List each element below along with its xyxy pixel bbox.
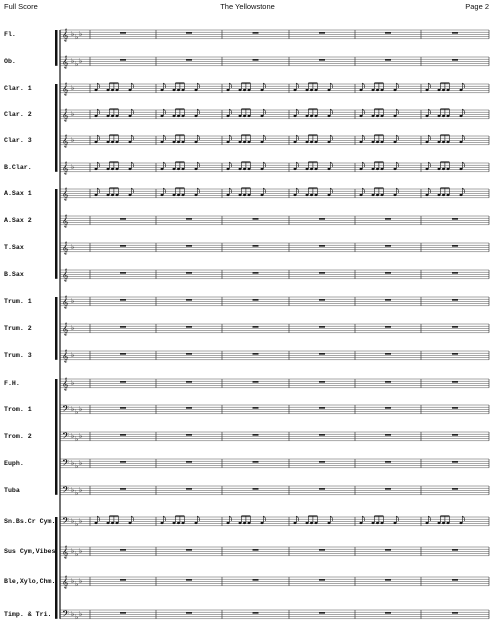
note-group xyxy=(95,162,134,170)
whole-rest-icon xyxy=(385,218,391,219)
flat-icon: ♭ xyxy=(75,580,79,588)
note-group xyxy=(227,188,266,196)
whole-rest-icon xyxy=(452,579,458,580)
treble-clef-icon: 𝄞 xyxy=(62,322,69,336)
whole-rest-icon xyxy=(253,272,259,273)
flat-icon: ♭ xyxy=(75,613,79,621)
whole-rest-icon xyxy=(385,353,391,354)
whole-rest-icon xyxy=(120,32,126,33)
note-group xyxy=(360,135,399,143)
staff xyxy=(60,56,489,69)
whole-rest-icon xyxy=(452,353,458,354)
whole-rest-icon xyxy=(319,218,325,219)
instrument-label: Trom. 1 xyxy=(4,406,32,413)
whole-rest-icon xyxy=(319,612,325,613)
flat-icon: ♭ xyxy=(79,30,83,38)
section-bracket xyxy=(55,84,58,172)
flat-icon: ♭ xyxy=(75,550,79,558)
flat-icon: ♭ xyxy=(75,435,79,443)
note-group xyxy=(227,162,266,170)
header-page-number: Page 2 xyxy=(465,2,489,11)
bass-clef-icon: 𝄢 xyxy=(62,457,70,471)
bass-clef-icon: 𝄢 xyxy=(62,515,70,529)
header-title: The Yellowstone xyxy=(220,2,275,11)
whole-rest-icon xyxy=(385,612,391,613)
whole-rest-icon xyxy=(385,59,391,60)
whole-rest-icon xyxy=(253,488,259,489)
staff xyxy=(60,215,489,228)
whole-rest-icon xyxy=(385,381,391,382)
instrument-label: Trom. 2 xyxy=(4,433,32,440)
note-group xyxy=(95,516,134,524)
instrument-label: Trum. 2 xyxy=(4,325,32,332)
treble-clef-icon: 𝄞 xyxy=(62,377,69,391)
instrument-label: Ble,Xylo,Chm. xyxy=(4,578,56,585)
flat-icon: ♭ xyxy=(71,351,75,359)
note-group xyxy=(294,135,333,143)
whole-rest-icon xyxy=(120,579,126,580)
note-group xyxy=(95,109,134,117)
whole-rest-icon xyxy=(186,612,192,613)
treble-clef-icon: 𝄞 xyxy=(62,28,69,42)
note-group xyxy=(360,516,399,524)
note-group xyxy=(95,135,134,143)
flat-icon: ♭ xyxy=(79,459,83,467)
whole-rest-icon xyxy=(452,272,458,273)
flat-icon: ♭ xyxy=(71,324,75,332)
flat-icon: ♭ xyxy=(75,408,79,416)
staff xyxy=(60,378,489,391)
treble-clef-icon: 𝄞 xyxy=(62,187,69,201)
flat-icon: ♭ xyxy=(71,547,75,555)
whole-rest-icon xyxy=(186,434,192,435)
bass-clef-icon: 𝄢 xyxy=(62,430,70,444)
note-group xyxy=(294,188,333,196)
whole-rest-icon xyxy=(452,549,458,550)
instrument-label: Clar. 2 xyxy=(4,111,32,118)
whole-rest-icon xyxy=(120,299,126,300)
whole-rest-icon xyxy=(385,326,391,327)
flat-icon: ♭ xyxy=(71,610,75,618)
staff xyxy=(60,609,489,622)
treble-clef-icon: 𝄞 xyxy=(62,55,69,69)
whole-rest-icon xyxy=(385,549,391,550)
whole-rest-icon xyxy=(186,353,192,354)
whole-rest-icon xyxy=(120,272,126,273)
whole-rest-icon xyxy=(319,381,325,382)
whole-rest-icon xyxy=(120,612,126,613)
instrument-label: B.Sax xyxy=(4,271,24,278)
flat-icon: ♭ xyxy=(71,297,75,305)
staff xyxy=(60,29,489,42)
flat-icon: ♭ xyxy=(71,30,75,38)
instrument-label: T.Sax xyxy=(4,244,24,251)
flat-icon: ♭ xyxy=(75,489,79,497)
whole-rest-icon xyxy=(253,353,259,354)
flat-icon: ♭ xyxy=(71,459,75,467)
note-group xyxy=(161,109,200,117)
staff xyxy=(60,485,489,498)
staff xyxy=(60,404,489,417)
note-group xyxy=(161,135,200,143)
flat-icon: ♭ xyxy=(71,432,75,440)
note-group xyxy=(161,516,200,524)
whole-rest-icon xyxy=(385,488,391,489)
whole-rest-icon xyxy=(186,245,192,246)
whole-rest-icon xyxy=(319,488,325,489)
whole-rest-icon xyxy=(385,407,391,408)
note-group xyxy=(227,516,266,524)
whole-rest-icon xyxy=(253,299,259,300)
whole-rest-icon xyxy=(452,59,458,60)
staff xyxy=(60,431,489,444)
note-group xyxy=(294,162,333,170)
treble-clef-icon: 𝄞 xyxy=(62,214,69,228)
whole-rest-icon xyxy=(253,326,259,327)
whole-rest-icon xyxy=(253,245,259,246)
bass-clef-icon: 𝄢 xyxy=(62,403,70,417)
whole-rest-icon xyxy=(186,272,192,273)
staff xyxy=(60,135,489,148)
whole-rest-icon xyxy=(385,299,391,300)
note-group xyxy=(227,83,266,91)
staff xyxy=(60,516,489,529)
instrument-label: Clar. 3 xyxy=(4,137,32,144)
note-group xyxy=(360,162,399,170)
whole-rest-icon xyxy=(319,461,325,462)
whole-rest-icon xyxy=(120,488,126,489)
whole-rest-icon xyxy=(120,381,126,382)
note-group xyxy=(161,162,200,170)
note-group xyxy=(360,83,399,91)
whole-rest-icon xyxy=(452,407,458,408)
treble-clef-icon: 𝄞 xyxy=(62,134,69,148)
whole-rest-icon xyxy=(120,245,126,246)
whole-rest-icon xyxy=(253,549,259,550)
note-group xyxy=(161,83,200,91)
instrument-label: Sus Cym,Vibes xyxy=(4,548,56,555)
whole-rest-icon xyxy=(385,461,391,462)
note-group xyxy=(95,83,134,91)
note-group xyxy=(227,135,266,143)
whole-rest-icon xyxy=(120,549,126,550)
treble-clef-icon: 𝄞 xyxy=(62,545,69,559)
whole-rest-icon xyxy=(120,434,126,435)
section-bracket xyxy=(55,30,58,66)
note-group xyxy=(294,109,333,117)
whole-rest-icon xyxy=(186,407,192,408)
whole-rest-icon xyxy=(319,579,325,580)
whole-rest-icon xyxy=(253,59,259,60)
instrument-label: A.Sax 1 xyxy=(4,190,32,197)
treble-clef-icon: 𝄞 xyxy=(62,575,69,589)
whole-rest-icon xyxy=(385,32,391,33)
flat-icon: ♭ xyxy=(79,577,83,585)
whole-rest-icon xyxy=(120,326,126,327)
note-group xyxy=(161,188,200,196)
staff xyxy=(60,350,489,363)
whole-rest-icon xyxy=(120,407,126,408)
whole-rest-icon xyxy=(319,299,325,300)
staff xyxy=(60,576,489,589)
section-bracket xyxy=(55,379,58,495)
whole-rest-icon xyxy=(120,353,126,354)
flat-icon: ♭ xyxy=(79,432,83,440)
whole-rest-icon xyxy=(319,272,325,273)
note-group xyxy=(360,109,399,117)
flat-icon: ♭ xyxy=(79,405,83,413)
whole-rest-icon xyxy=(253,461,259,462)
flat-icon: ♭ xyxy=(71,379,75,387)
whole-rest-icon xyxy=(452,381,458,382)
whole-rest-icon xyxy=(319,549,325,550)
whole-rest-icon xyxy=(186,579,192,580)
whole-rest-icon xyxy=(319,32,325,33)
flat-icon: ♭ xyxy=(71,57,75,65)
section-bracket xyxy=(55,517,58,619)
treble-clef-icon: 𝄞 xyxy=(62,241,69,255)
instrument-label: Fl. xyxy=(4,31,16,38)
staff xyxy=(60,269,489,282)
header-score-type: Full Score xyxy=(4,2,38,11)
whole-rest-icon xyxy=(186,59,192,60)
note-group xyxy=(426,188,465,196)
flat-icon: ♭ xyxy=(79,517,83,525)
staff xyxy=(60,458,489,471)
note-group xyxy=(227,109,266,117)
whole-rest-icon xyxy=(319,407,325,408)
instrument-label: Clar. 1 xyxy=(4,85,32,92)
whole-rest-icon xyxy=(253,218,259,219)
instrument-label: Ob. xyxy=(4,58,16,65)
flat-icon: ♭ xyxy=(75,33,79,41)
staff xyxy=(60,242,489,255)
whole-rest-icon xyxy=(186,549,192,550)
note-group xyxy=(426,83,465,91)
bass-clef-icon: 𝄢 xyxy=(62,608,70,622)
whole-rest-icon xyxy=(186,381,192,382)
whole-rest-icon xyxy=(186,32,192,33)
instrument-label: Trum. 1 xyxy=(4,298,32,305)
treble-clef-icon: 𝄞 xyxy=(62,161,69,175)
whole-rest-icon xyxy=(120,218,126,219)
instrument-label: Trum. 3 xyxy=(4,352,32,359)
staff xyxy=(60,109,489,122)
note-group xyxy=(294,83,333,91)
treble-clef-icon: 𝄞 xyxy=(62,295,69,309)
note-group xyxy=(360,188,399,196)
treble-clef-icon: 𝄞 xyxy=(62,82,69,96)
whole-rest-icon xyxy=(186,461,192,462)
flat-icon: ♭ xyxy=(79,547,83,555)
whole-rest-icon xyxy=(120,461,126,462)
whole-rest-icon xyxy=(319,326,325,327)
whole-rest-icon xyxy=(186,218,192,219)
whole-rest-icon xyxy=(319,434,325,435)
instrument-label: Timp. & Tri. xyxy=(4,611,52,618)
note-group xyxy=(294,516,333,524)
staff xyxy=(60,546,489,559)
whole-rest-icon xyxy=(253,579,259,580)
staff xyxy=(60,323,489,336)
flat-icon: ♭ xyxy=(75,520,79,528)
whole-rest-icon xyxy=(452,461,458,462)
whole-rest-icon xyxy=(186,299,192,300)
staff xyxy=(60,162,489,175)
staff xyxy=(60,296,489,309)
flat-icon: ♭ xyxy=(71,136,75,144)
whole-rest-icon xyxy=(319,245,325,246)
whole-rest-icon xyxy=(452,612,458,613)
flat-icon: ♭ xyxy=(71,577,75,585)
whole-rest-icon xyxy=(385,272,391,273)
whole-rest-icon xyxy=(452,488,458,489)
instrument-label: B.Clar. xyxy=(4,164,32,171)
staff xyxy=(60,83,489,96)
section-bracket xyxy=(55,189,58,279)
flat-icon: ♭ xyxy=(71,486,75,494)
whole-rest-icon xyxy=(452,326,458,327)
note-group xyxy=(95,188,134,196)
flat-icon: ♭ xyxy=(71,163,75,171)
whole-rest-icon xyxy=(253,612,259,613)
flat-icon: ♭ xyxy=(75,462,79,470)
instrument-label: F.H. xyxy=(4,380,20,387)
note-group xyxy=(426,162,465,170)
note-group xyxy=(426,516,465,524)
whole-rest-icon xyxy=(253,32,259,33)
instrument-label: Sn.Bs.Cr Cym. xyxy=(4,518,56,525)
instrument-label: Euph. xyxy=(4,460,24,467)
bass-clef-icon: 𝄢 xyxy=(62,484,70,498)
whole-rest-icon xyxy=(452,434,458,435)
treble-clef-icon: 𝄞 xyxy=(62,268,69,282)
flat-icon: ♭ xyxy=(71,517,75,525)
whole-rest-icon xyxy=(186,326,192,327)
whole-rest-icon xyxy=(253,381,259,382)
flat-icon: ♭ xyxy=(71,84,75,92)
whole-rest-icon xyxy=(385,579,391,580)
treble-clef-icon: 𝄞 xyxy=(62,108,69,122)
staff xyxy=(60,188,489,201)
flat-icon: ♭ xyxy=(79,610,83,618)
treble-clef-icon: 𝄞 xyxy=(62,349,69,363)
flat-icon: ♭ xyxy=(79,486,83,494)
instrument-label: A.Sax 2 xyxy=(4,217,32,224)
whole-rest-icon xyxy=(452,32,458,33)
flat-icon: ♭ xyxy=(71,243,75,251)
flat-icon: ♭ xyxy=(75,60,79,68)
whole-rest-icon xyxy=(385,245,391,246)
whole-rest-icon xyxy=(253,407,259,408)
whole-rest-icon xyxy=(319,353,325,354)
whole-rest-icon xyxy=(452,218,458,219)
flat-icon: ♭ xyxy=(71,110,75,118)
instrument-label: Tuba xyxy=(4,487,20,494)
whole-rest-icon xyxy=(120,59,126,60)
whole-rest-icon xyxy=(186,488,192,489)
whole-rest-icon xyxy=(253,434,259,435)
whole-rest-icon xyxy=(319,59,325,60)
whole-rest-icon xyxy=(452,245,458,246)
note-group xyxy=(426,109,465,117)
note-group xyxy=(426,135,465,143)
whole-rest-icon xyxy=(452,299,458,300)
whole-rest-icon xyxy=(385,434,391,435)
flat-icon: ♭ xyxy=(79,57,83,65)
flat-icon: ♭ xyxy=(71,405,75,413)
section-bracket xyxy=(55,297,58,360)
